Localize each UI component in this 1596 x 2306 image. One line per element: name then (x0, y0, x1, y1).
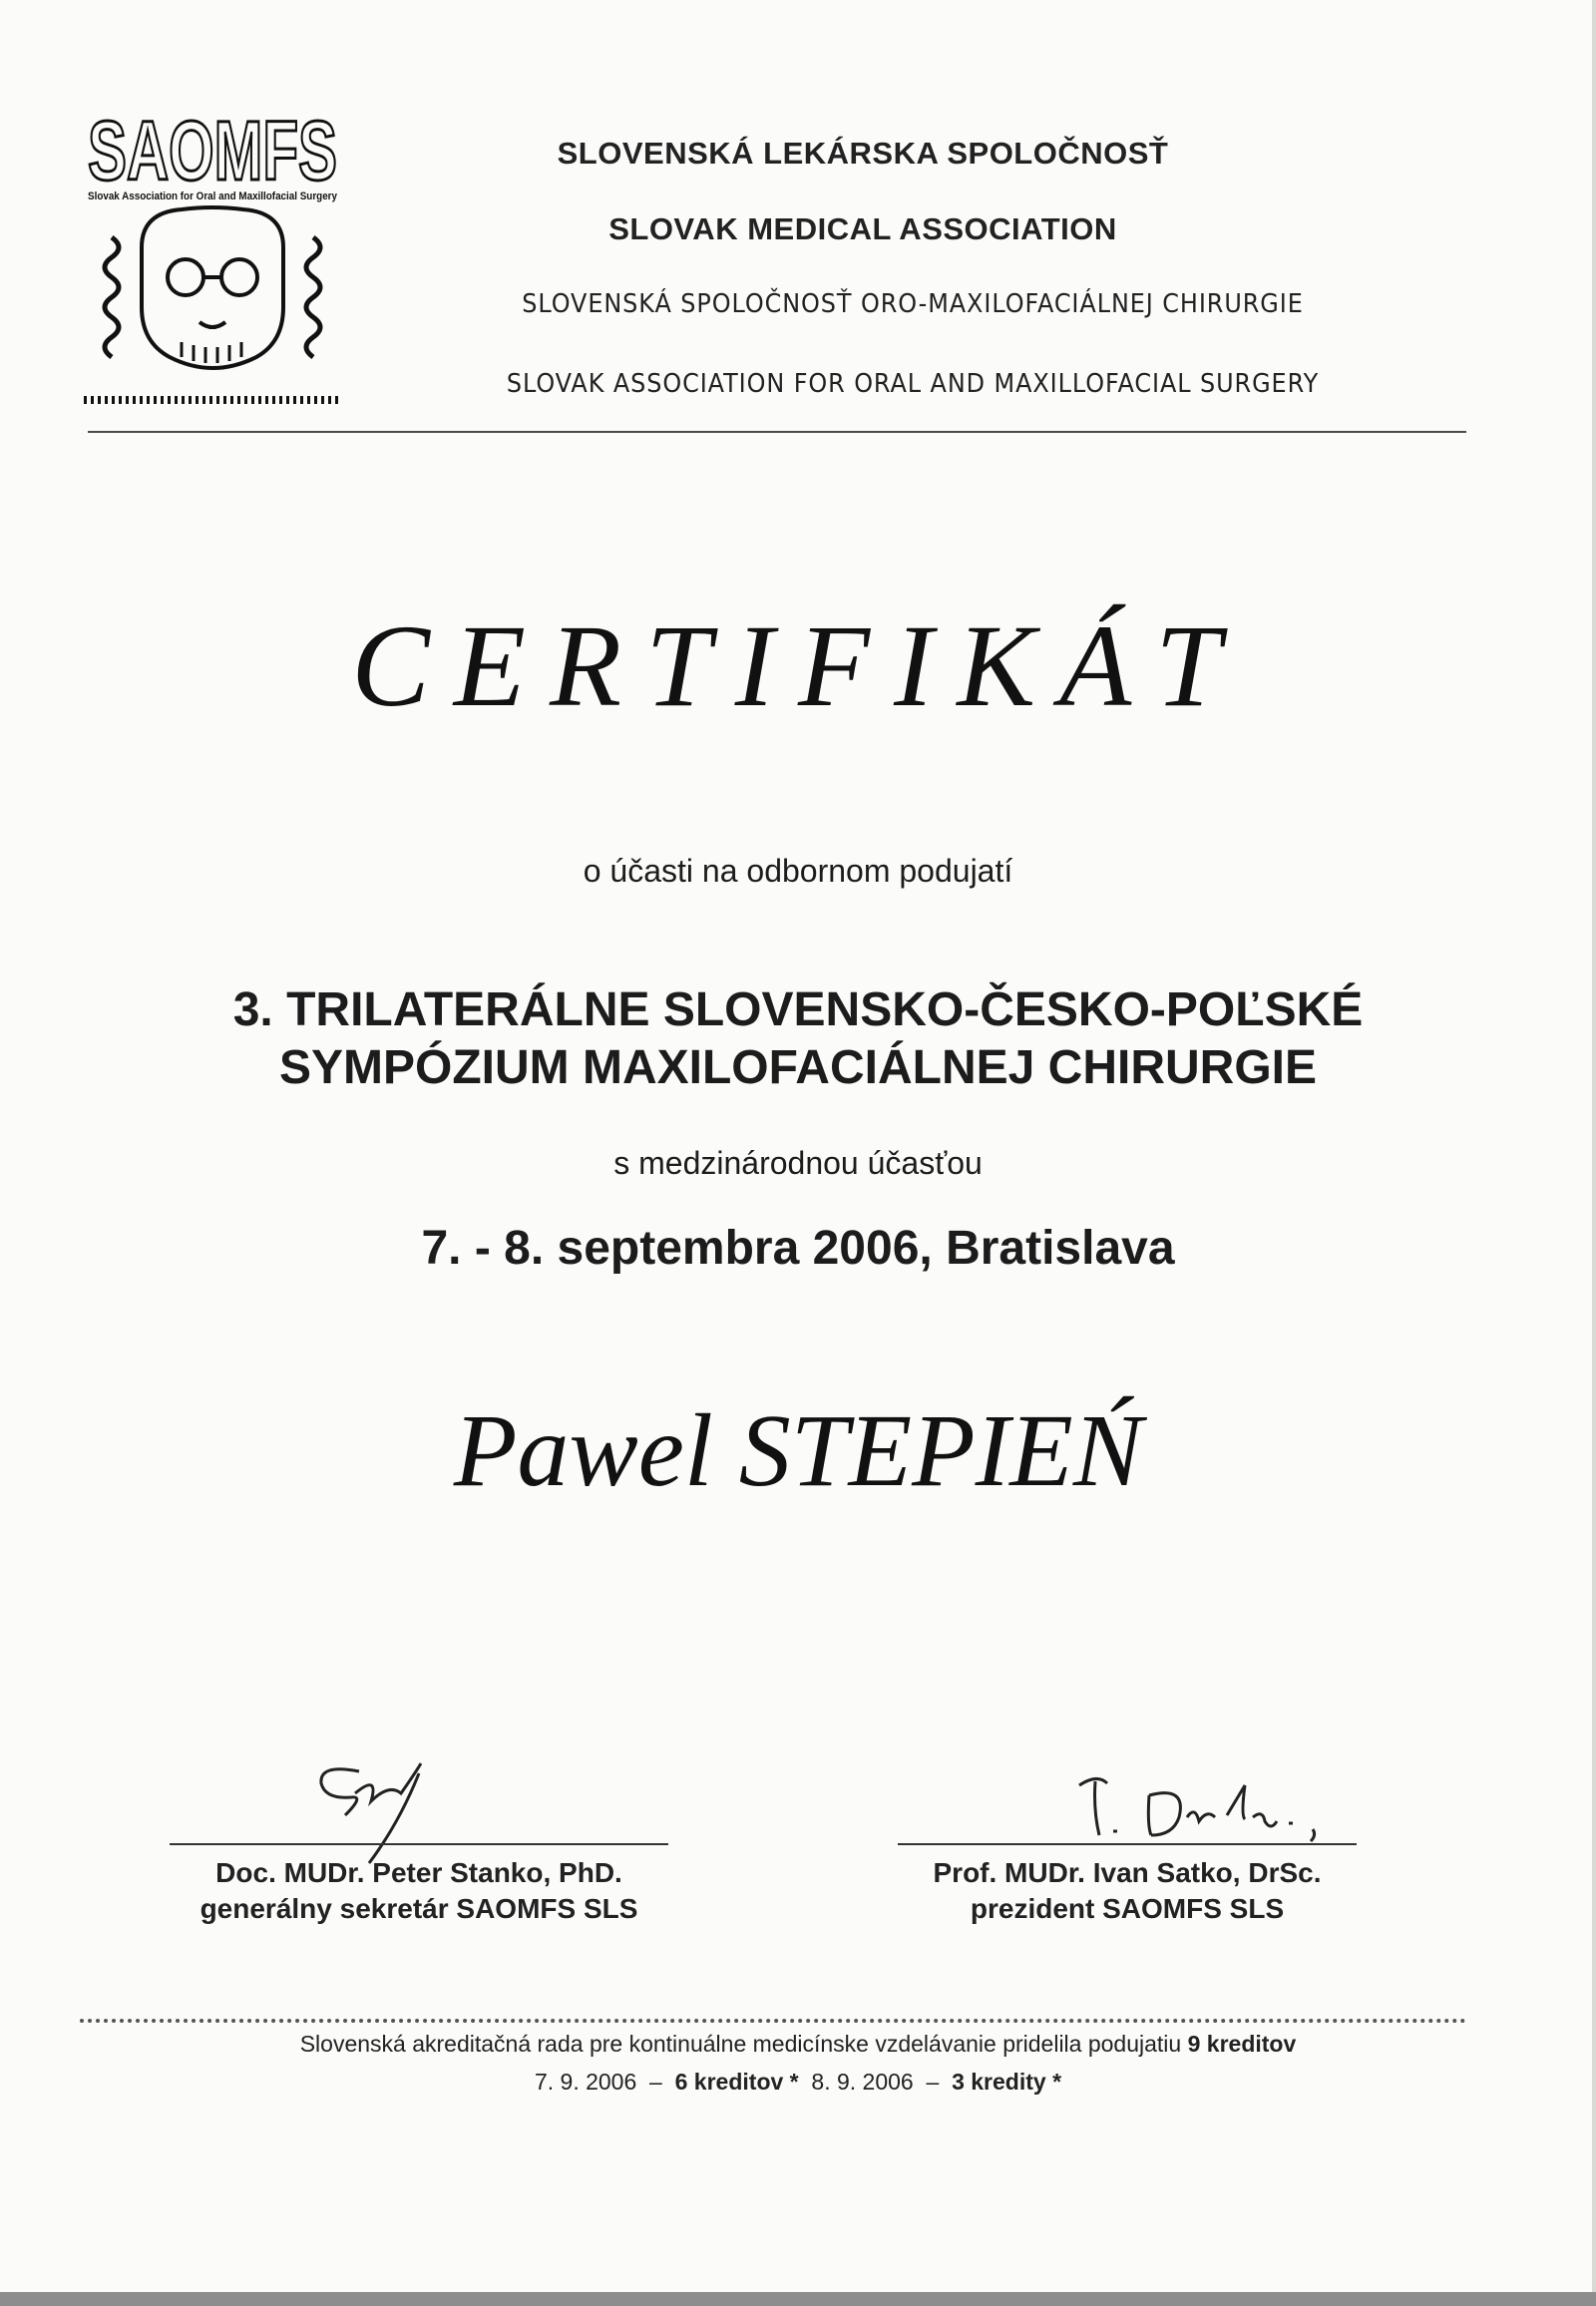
intro-text: o účasti na odbornom podujatí (583, 853, 1013, 889)
day1-credits: 6 kreditov (674, 2069, 784, 2095)
certificate-title: CERTIFIKÁT (351, 600, 1245, 731)
signatory-role-left: generálny sekretár SAOMFS SLS (200, 1893, 638, 1924)
international-note: s medzinárodnou účasťou (613, 1145, 983, 1181)
signatory-name-left: Doc. MUDr. Peter Stanko, PhD. (215, 1857, 622, 1888)
signature-line-left (170, 1843, 668, 1845)
accreditation-text: Slovenská akreditačná rada pre kontinuálne medicínske vzdelávanie pridelila podujatiu (299, 2031, 1182, 2057)
star-2: * (1052, 2069, 1062, 2095)
footer-divider (80, 2019, 1466, 2023)
recipient-name: Pawel STEPIEŃ (453, 1393, 1143, 1508)
day1-date: 7. 9. 2006 (534, 2069, 637, 2095)
signatory-name-right: Prof. MUDr. Ivan Satko, DrSc. (933, 1857, 1322, 1888)
dash-1: – (649, 2069, 662, 2095)
header-line-1: SLOVENSKÁ LEKÁRSKA SPOLOČNOSŤ (557, 136, 1169, 171)
signature-line-right (898, 1843, 1357, 1845)
event-title-line-2: SYMPÓZIUM MAXILOFACIÁLNEJ CHIRURGIE (278, 1041, 1318, 1094)
header-line-4: SLOVAK ASSOCIATION FOR ORAL AND MAXILLOFACIAL SURGERY (506, 369, 1320, 399)
footer-credit-breakdown (0, 2069, 1596, 2096)
header-divider (88, 431, 1466, 433)
total-credits: 9 kreditov (1187, 2031, 1297, 2057)
day2-date: 8. 9. 2006 (811, 2069, 914, 2095)
day2-credits: 3 kredity (952, 2069, 1046, 2095)
header-line-3: SLOVENSKÁ SPOLOČNOSŤ ORO-MAXILOFACIÁLNEJ CHIRURGIE (522, 289, 1304, 319)
signatory-role-right: prezident SAOMFS SLS (970, 1893, 1285, 1924)
footer-accreditation (0, 2031, 1596, 2058)
logo-text: SAOMFS (88, 118, 337, 197)
dash-2: – (926, 2069, 940, 2095)
header-line-2: SLOVAK MEDICAL ASSOCIATION (608, 211, 1117, 246)
star-1: * (789, 2069, 799, 2095)
signature-satko (1067, 1765, 1347, 1855)
logo-subtitle: Slovak Association for Oral and Maxillofacial Surgery (88, 191, 338, 202)
event-date-place: 7. - 8. septembra 2006, Bratislava (421, 1222, 1175, 1275)
page-bottom-edge (0, 2292, 1596, 2306)
signature-stanko (299, 1753, 449, 1873)
event-title-line-1: 3. TRILATERÁLNE SLOVENSKO-ČESKO-POĽSKÉ (232, 983, 1364, 1036)
